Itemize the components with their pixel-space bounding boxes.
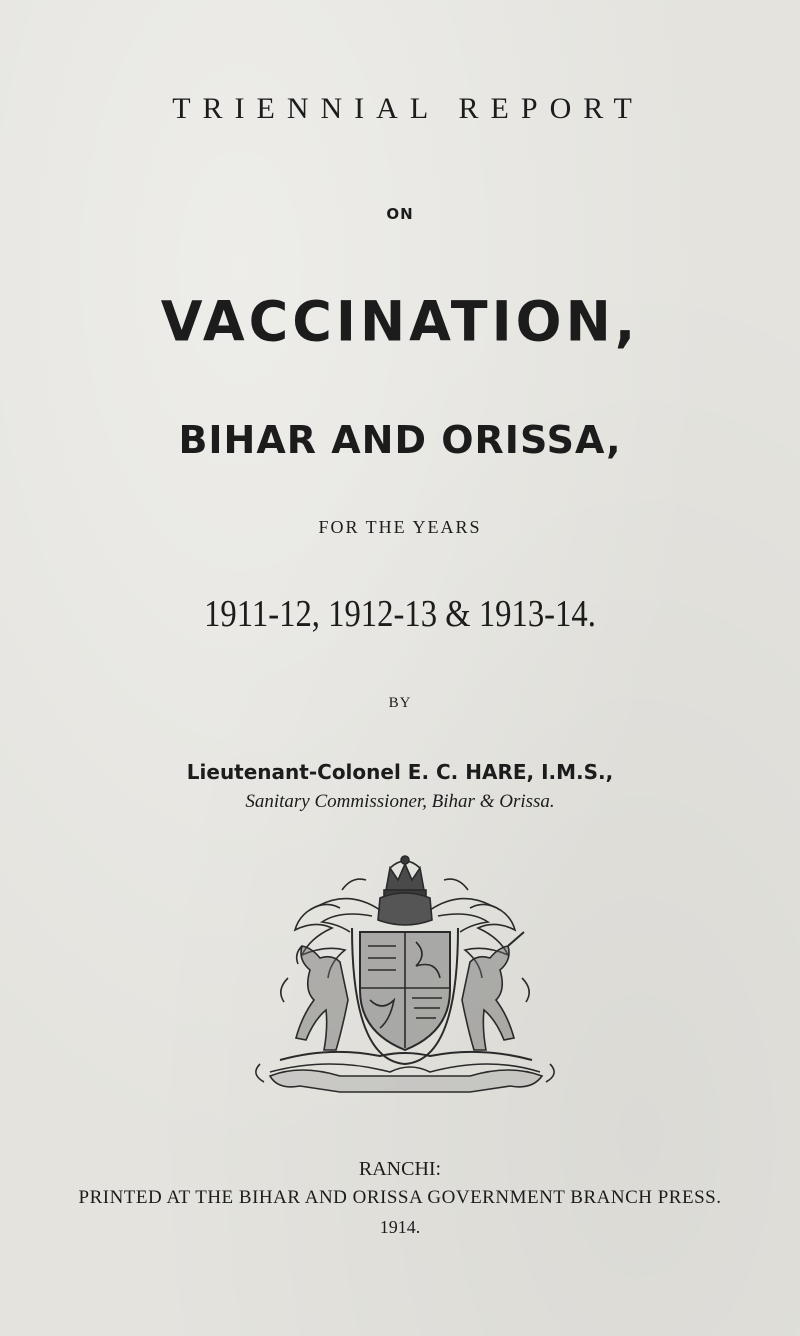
report-years: 1911-12, 1912-13 & 1913-14. — [204, 593, 596, 635]
author-role: Sanitary Commissioner, Bihar & Orissa. — [245, 791, 555, 812]
printer-line: PRINTED AT THE BIHAR AND ORISSA GOVERNMENT BRANCH PRESS. — [78, 1187, 722, 1208]
report-region: BIHAR AND ORISSA, — [178, 418, 622, 462]
shield-icon — [360, 932, 450, 1050]
motto-scroll-icon — [256, 1064, 554, 1092]
report-subject: VACCINATION, — [160, 289, 640, 354]
report-title: TRIENNIAL REPORT — [172, 92, 644, 125]
print-year: 1914. — [379, 1217, 421, 1237]
by-label: BY — [388, 695, 412, 711]
for-the-years-label: FOR THE YEARS — [318, 517, 482, 537]
coat-of-arms-icon — [240, 850, 570, 1100]
crown-icon — [384, 856, 426, 898]
print-place: RANCHI: — [358, 1158, 442, 1180]
author-name: Lieutenant-Colonel E. C. HARE, I.M.S., — [186, 760, 614, 784]
lion-supporter-icon — [296, 946, 348, 1050]
title-on: ON — [386, 205, 414, 223]
